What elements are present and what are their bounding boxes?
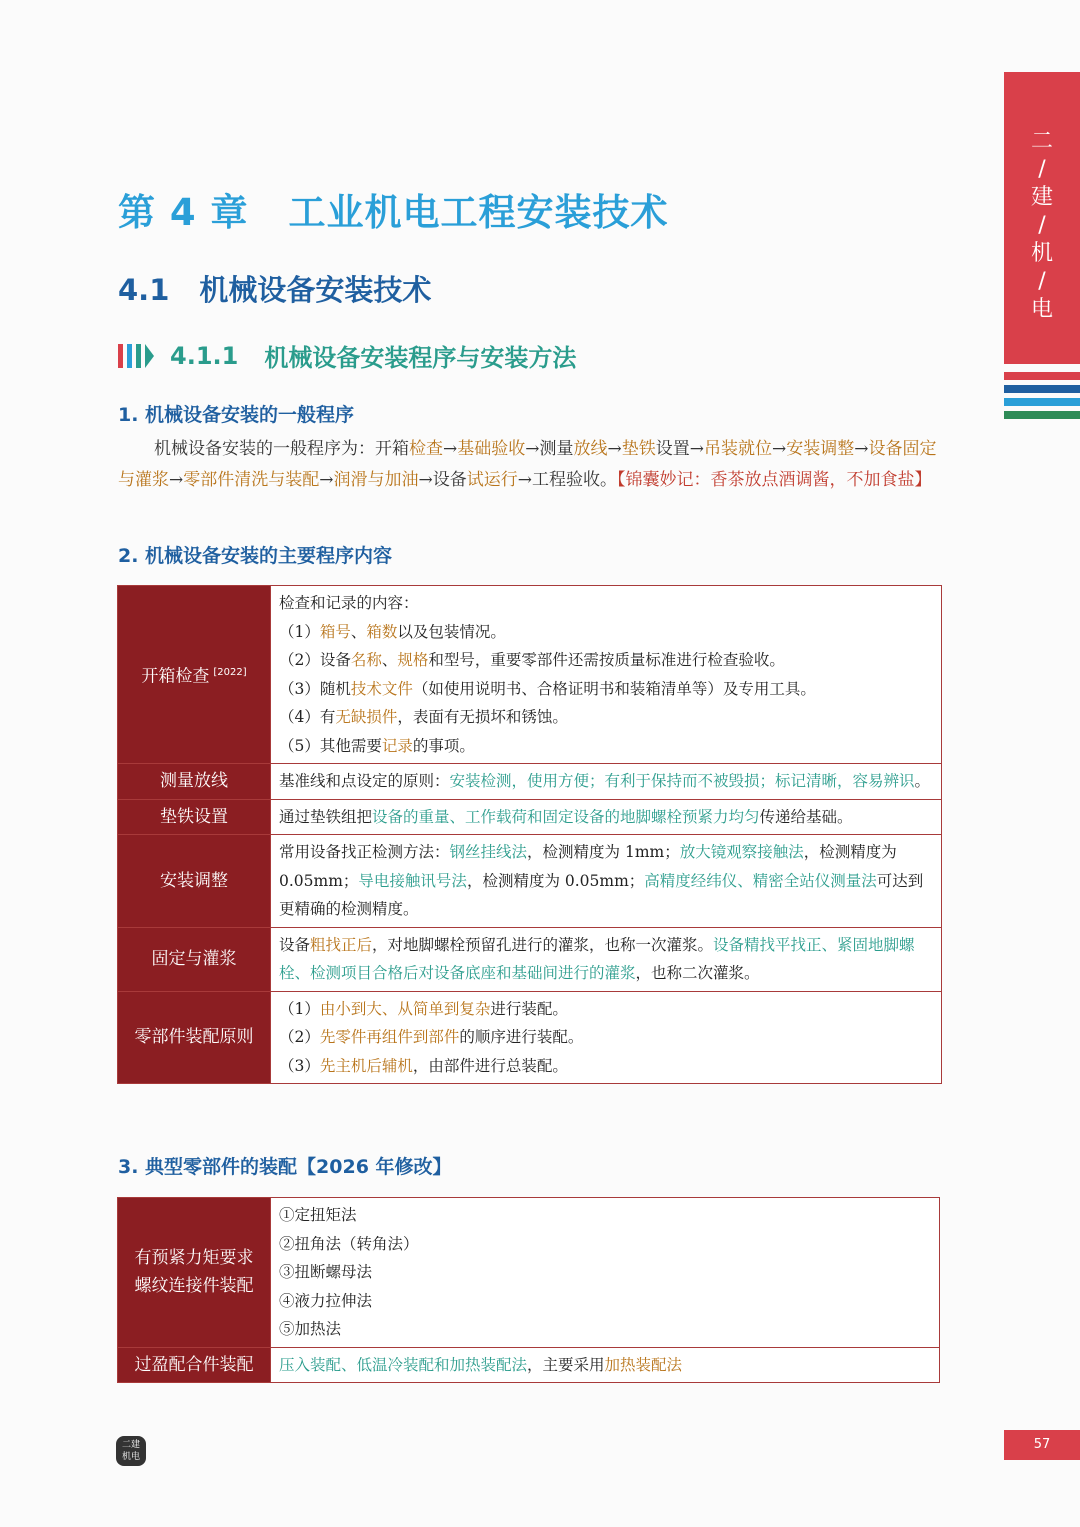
- table-row: [118, 1198, 940, 1348]
- chapter-number: 第 4 章: [118, 191, 249, 234]
- row-header: 过盈配合件装配: [118, 1347, 271, 1383]
- side-char: /: [1038, 213, 1046, 238]
- subsection-title: [118, 338, 576, 373]
- chapter-name: 工业机电工程安装技术: [288, 191, 669, 234]
- procedure-paragraph: 机械设备安装的一般程序为：开箱检查→基础验收→测量放线→垫铁设置→吊装就位→安装调整→设备固定与灌浆→零部件清洗与装配→润滑与加油→设备试运行→工程验收。【锦囊妙记：香茶放点酒调酱，不加食盐】: [118, 439, 937, 490]
- publisher-logo: 二建 机电: [116, 1436, 146, 1466]
- section-number: 4.1: [118, 273, 170, 307]
- chapter-title: [118, 182, 669, 236]
- section-title: [118, 268, 431, 309]
- assembly-table: [117, 1197, 940, 1383]
- row-header: 有预紧力矩要求 螺纹连接件装配: [118, 1198, 271, 1348]
- side-stripes: [1004, 372, 1080, 424]
- list-item: ④液力拉伸法: [279, 1291, 373, 1310]
- procedure-table: [117, 585, 942, 1084]
- row-content: 常用设备找正检测方法：钢丝挂线法，检测精度为 1mm；放大镜观察接触法，检测精度为 0.05mm；导电接触讯号法，检测精度为 0.05mm；高精度经纬仪、精密全站仪测量法可达到更精确的检测精度。: [271, 835, 942, 928]
- table-row: [118, 799, 942, 835]
- page-number: 57: [1004, 1430, 1080, 1460]
- row-content: [271, 1198, 940, 1348]
- row-content: 压入装配、低温冷装配和加热装配法，主要采用加热装配法: [271, 1347, 940, 1383]
- row-header: 安装调整: [118, 835, 271, 928]
- table-row: [118, 1347, 940, 1383]
- list-item: ①定扭矩法: [279, 1206, 357, 1224]
- row-content: 检查和记录的内容： （1）箱号、箱数以及包装情况。 （2）设备名称、规格和型号，重要零部件还需按质量标准进行检查验收。 （3）随机技术文件（如使用说明书、合格证明书和装箱清单等）及专用工具。 （4）有无缺损件，表面有无损坏和锈蚀。 （5）其他需要记录的事项。: [271, 586, 942, 764]
- mnemonic: 【锦囊妙记：香茶放点酒调酱，不加食盐】: [617, 470, 932, 490]
- section-bars-icon: [118, 344, 154, 368]
- subsection-number: 4.1.1: [170, 341, 239, 370]
- side-char: 电: [1030, 297, 1053, 322]
- row-header: 垫铁设置: [118, 799, 271, 835]
- table-row: [118, 991, 942, 1084]
- row-content: 设备粗找正后，对地脚螺栓预留孔进行的灌浆，也称一次灌浆。设备精找平找正、紧固地脚螺栓、检测项目合格后对设备底座和基础间进行的灌浆，也称二次灌浆。: [271, 927, 942, 991]
- row-content: 通过垫铁组把设备的重量、工作载荷和固定设备的地脚螺栓预紧力均匀传递给基础。: [271, 799, 942, 835]
- section-name: 机械设备安装技术: [199, 273, 432, 307]
- row-header: 零部件装配原则: [118, 991, 271, 1084]
- row-content: 基准线和点设定的原则：安装检测，使用方便；有利于保持而不被毁损；标记清晰，容易辨识。: [271, 764, 942, 800]
- side-char: /: [1038, 157, 1046, 182]
- table-row: [118, 927, 942, 991]
- side-char: 建: [1030, 185, 1053, 210]
- row-header: 开箱检查 [2022]: [118, 586, 271, 764]
- row-content: （1）由小到大、从简单到复杂进行装配。 （2）先零件再组件到部件的顺序进行装配。 （3）先主机后辅机，由部件进行总装配。: [271, 991, 942, 1084]
- table-row: [118, 764, 942, 800]
- side-char: 机: [1030, 241, 1053, 266]
- list-item: ②扭角法（转角法）: [279, 1234, 419, 1253]
- heading-typical-assembly: 3. 典型零部件的装配【2026 年修改】: [118, 1156, 452, 1178]
- stripe: [1004, 385, 1080, 393]
- side-char: 二: [1030, 129, 1053, 154]
- list-item: ③扭断螺母法: [279, 1263, 373, 1281]
- table-row: [118, 835, 942, 928]
- heading-general-procedure: 1. 机械设备安装的一般程序: [118, 404, 355, 426]
- stripe: [1004, 398, 1080, 406]
- row-header: 固定与灌浆: [118, 927, 271, 991]
- row-header: 测量放线: [118, 764, 271, 800]
- side-char: /: [1038, 269, 1046, 294]
- heading-main-procedure: 2. 机械设备安装的主要程序内容: [118, 545, 393, 567]
- list-item: ⑤加热法: [279, 1320, 342, 1338]
- subsection-name: 机械设备安装程序与安装方法: [264, 344, 577, 372]
- side-tab-label: [1004, 72, 1080, 364]
- stripe: [1004, 411, 1080, 419]
- stripe: [1004, 372, 1080, 380]
- table-row: [118, 586, 942, 764]
